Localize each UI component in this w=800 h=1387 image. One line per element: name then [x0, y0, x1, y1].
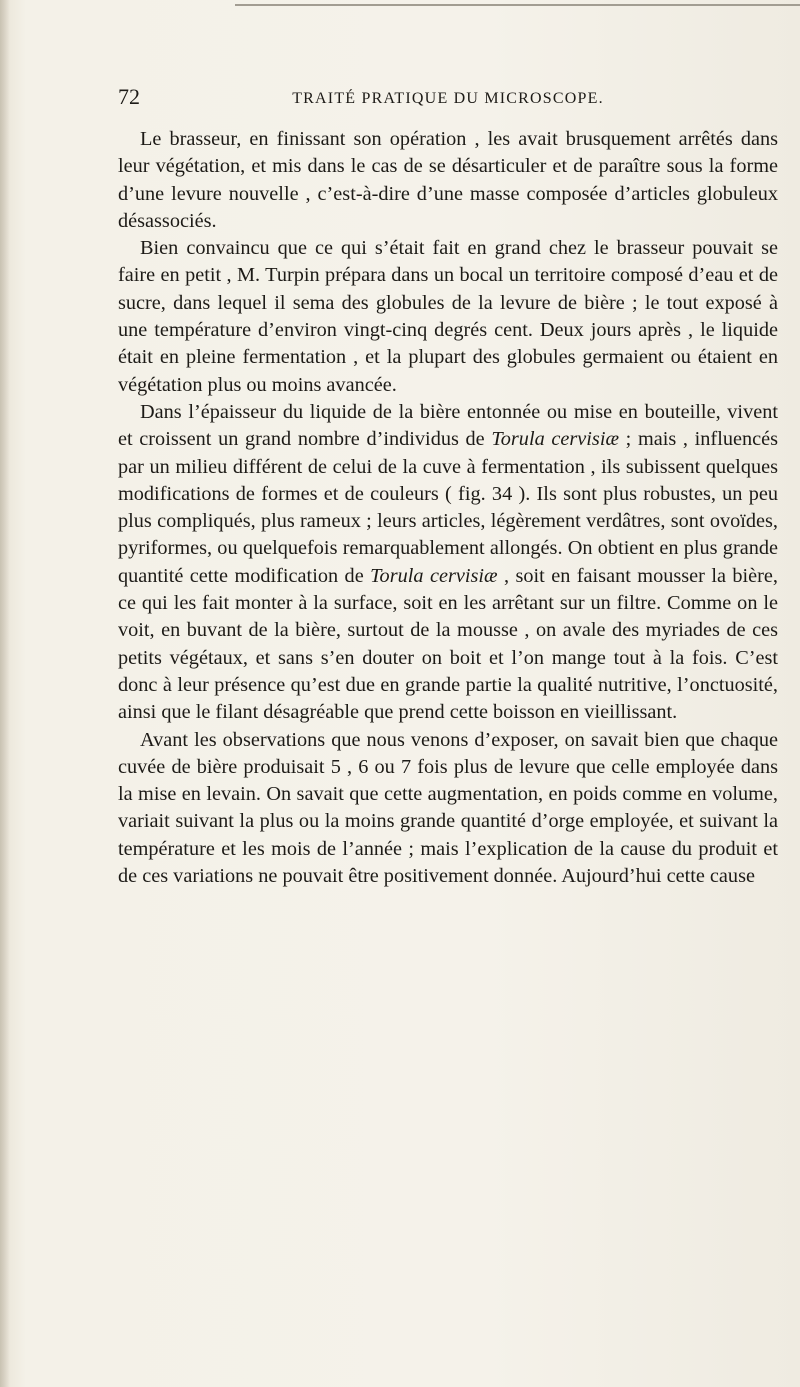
species-name-italic: Torula cervisiæ	[370, 564, 498, 587]
paragraph-text-segment: , soit en faisant mousser la bière, ce qui les fait monter à la surface, soit en les arrêtant sur un filtre. Comme on le voit, en buvant de la bière, surtout de la mousse , on avale des myriades de ces petits végétaux, et sans s’en douter on boit et l’on mange tout à la fois. C’est donc à leur présence qu’est due en grande partie la qualité nutritive, l’onctuosité, ainsi que le filant désagréable que prend cette boisson en vieillissant.	[118, 564, 778, 724]
top-edge-rule	[235, 4, 800, 6]
page-header	[118, 86, 778, 120]
paragraph-text-segment: Dans l’épaisseur du liquide de la bière entonnée ou mise en bouteille, vivent et croissent un grand nombre d’individus de	[118, 400, 778, 451]
running-title: TRAITÉ PRATIQUE DU MICROSCOPE.	[292, 90, 604, 107]
species-name-italic: Torula cervisiæ	[491, 428, 619, 451]
paragraph-observations: Avant les observations que nous venons d’exposer, on savait bien que chaque cuvée de bière produisait 5 , 6 ou 7 fois plus de levure que celle employée dans la mise en levain. On savait que cette augmentation, en poids comme en volume, variait suivant la plus ou la moins grande quantité d’orge employée, et suivant la température et les mois de l’année ; mais l’explication de la cause du produit et de ces variations ne pouvait être positivement donnée. Aujourd’hui cette cause	[118, 728, 778, 888]
page-gutter-shadow	[0, 0, 10, 1387]
paragraph-brasseur: Le brasseur, en finissant son opération , les avait brusquement arrêtés dans leur végétation, et mis dans le cas de se désarticuler et de paraître sous la forme d’une levure nouvelle , c’est-à-dire d’une masse composée d’articles globuleux désassociés.	[118, 128, 778, 232]
paragraph-torula-cervisiae	[118, 399, 778, 727]
page-body	[118, 126, 778, 890]
paragraph-text-segment: ; mais , influencés par un milieu différent de celui de la cuve à fermentation , ils subissent quelques modifications de formes et de couleurs ( fig. 34 ). Ils sont plus robustes, un peu plus compliqués, plus rameux ; leurs articles, légèrement verdâtres, sont ovoïdes, pyriformes, ou quelquefois remarquablement allongés. On obtient en plus grande quantité cette modification de	[118, 428, 779, 587]
page-number: 72	[118, 84, 140, 109]
paragraph-turpin-experiment: Bien convaincu que ce qui s’était fait en grand chez le brasseur pouvait se faire en petit , M. Turpin prépara dans un bocal un territoire composé d’eau et de sucre, dans lequel il sema des globules de la levure de bière ; le tout exposé à une température d’environ vingt-cinq degrés cent. Deux jours après , le liquide était en pleine fermentation , et la plupart des globules germaient ou étaient en végétation plus ou moins avancée.	[118, 237, 778, 396]
